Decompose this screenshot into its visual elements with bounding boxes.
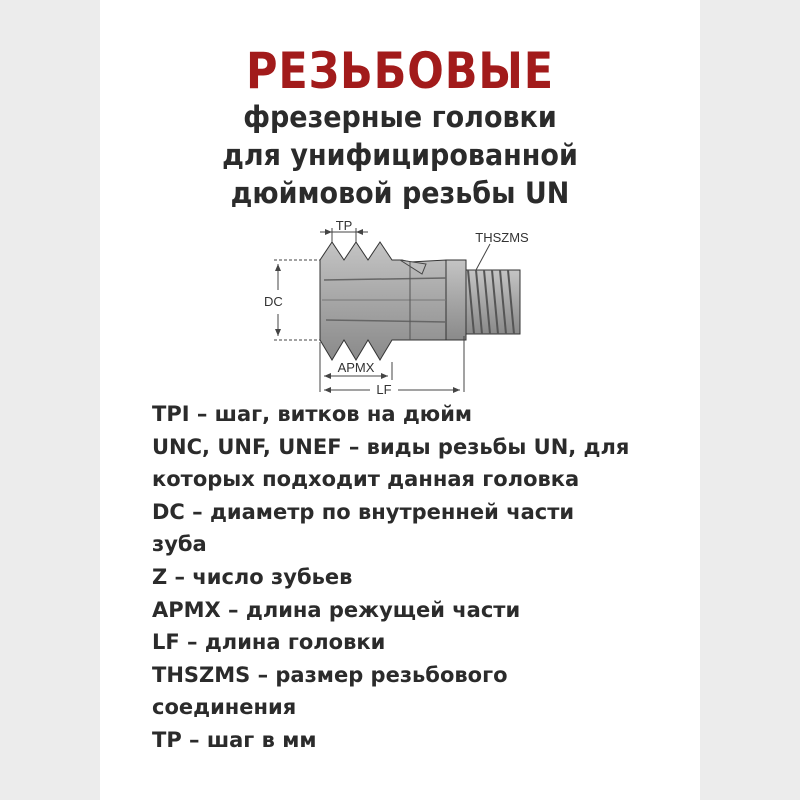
legend-line: THSZMS – размер резьбового <box>152 662 508 687</box>
thszms-label: THSZMS <box>475 230 529 245</box>
legend-line: зуба <box>152 532 207 557</box>
legend-line: APMX – длина режущей части <box>152 597 521 622</box>
page-title: РЕЗЬБОВЫЕ <box>246 42 554 100</box>
legend <box>152 398 692 757</box>
legend-line: TPI – шаг, витков на дюйм <box>152 402 473 426</box>
page <box>100 0 700 800</box>
dc-label: DC <box>264 294 283 309</box>
thread-mill-diagram <box>250 220 550 400</box>
legend-line: соединения <box>152 695 297 720</box>
lf-label: LF <box>376 382 392 397</box>
legend-line: которых подходит данная головка <box>152 467 580 492</box>
threaded-shank <box>464 270 520 334</box>
legend-line: TP – шаг в мм <box>152 727 317 752</box>
cutter-body <box>320 242 446 360</box>
collar <box>446 260 466 340</box>
legend-line: LF – длина головки <box>152 630 386 655</box>
subtitle-line: для унифицированной <box>222 138 578 172</box>
legend-line: DC – диаметр по внутренней части <box>152 499 575 524</box>
subtitle-line: дюймовой резьбы UN <box>230 176 570 210</box>
tp-label: TP <box>335 220 353 233</box>
subtitle <box>100 98 700 212</box>
apmx-label: APMX <box>337 360 375 375</box>
legend-line: Z – число зубьев <box>152 564 353 589</box>
legend-line: UNC, UNF, UNEF – виды резьбы UN, для <box>152 434 630 459</box>
subtitle-line: фрезерные головки <box>243 100 557 134</box>
